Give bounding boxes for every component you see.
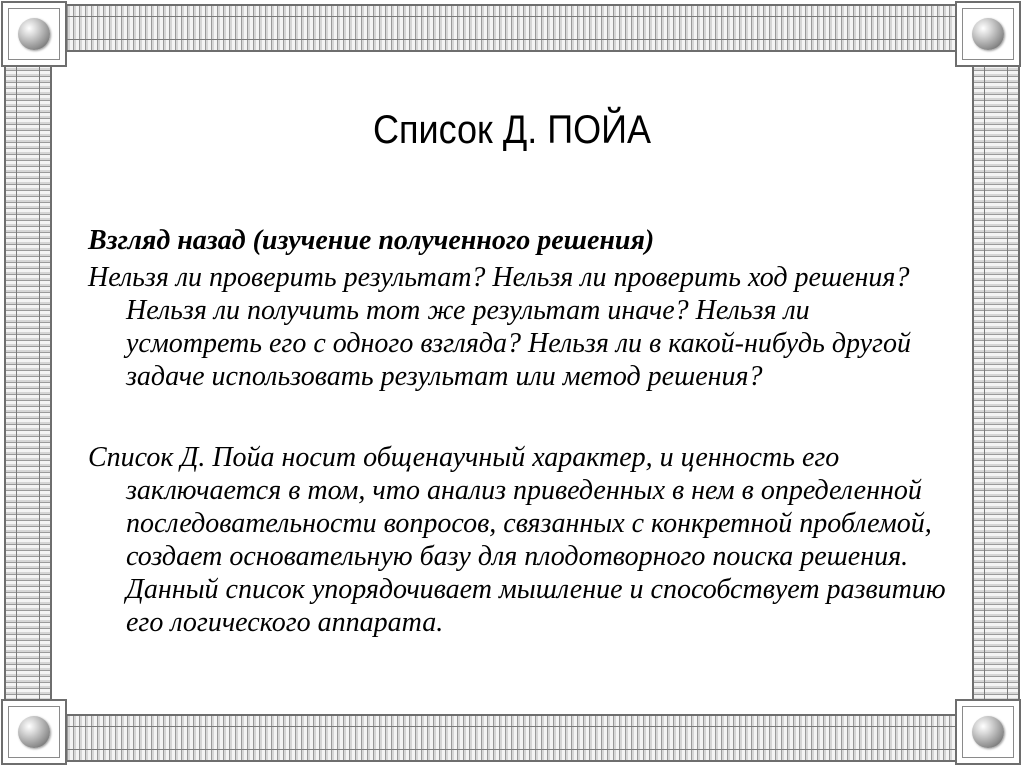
knob-icon bbox=[972, 18, 1004, 50]
slide-body bbox=[88, 224, 948, 639]
frame-top-bar bbox=[50, 4, 974, 52]
slide-title: Список Д. ПОЙА bbox=[373, 108, 651, 152]
section-heading: Взгляд назад (изучение полученного решения) bbox=[88, 225, 655, 256]
knob-icon bbox=[972, 716, 1004, 748]
frame-corner-top-right bbox=[955, 1, 1021, 67]
paragraph-check-questions: Нельзя ли проверить результат? Нельзя ли проверить ход решения? Нельзя ли получить тот же результат иначе? Нельзя ли усмотреть его с одного взгляда? Нельзя ли в какой-нибудь другой задаче использовать результат или метод решения? bbox=[88, 262, 911, 392]
frame-bottom-bar bbox=[50, 714, 974, 762]
frame-corner-bottom-left bbox=[1, 699, 67, 765]
frame-right-bar bbox=[972, 50, 1020, 718]
frame-corner-top-left bbox=[1, 1, 67, 67]
frame-corner-bottom-right bbox=[955, 699, 1021, 765]
knob-icon bbox=[18, 716, 50, 748]
paragraph-summary: Список Д. Пойа носит общенаучный характер, и ценность его заключается в том, что анализ приведенных в нем в определенной последовательности вопросов, связанных с конкретной проблемой, создает основательную базу для плодотворного поиска решения. Данный список упорядочивает мышление и способствует развитию его логического аппарата. bbox=[88, 442, 946, 638]
frame-left-bar bbox=[4, 50, 52, 718]
knob-icon bbox=[18, 18, 50, 50]
